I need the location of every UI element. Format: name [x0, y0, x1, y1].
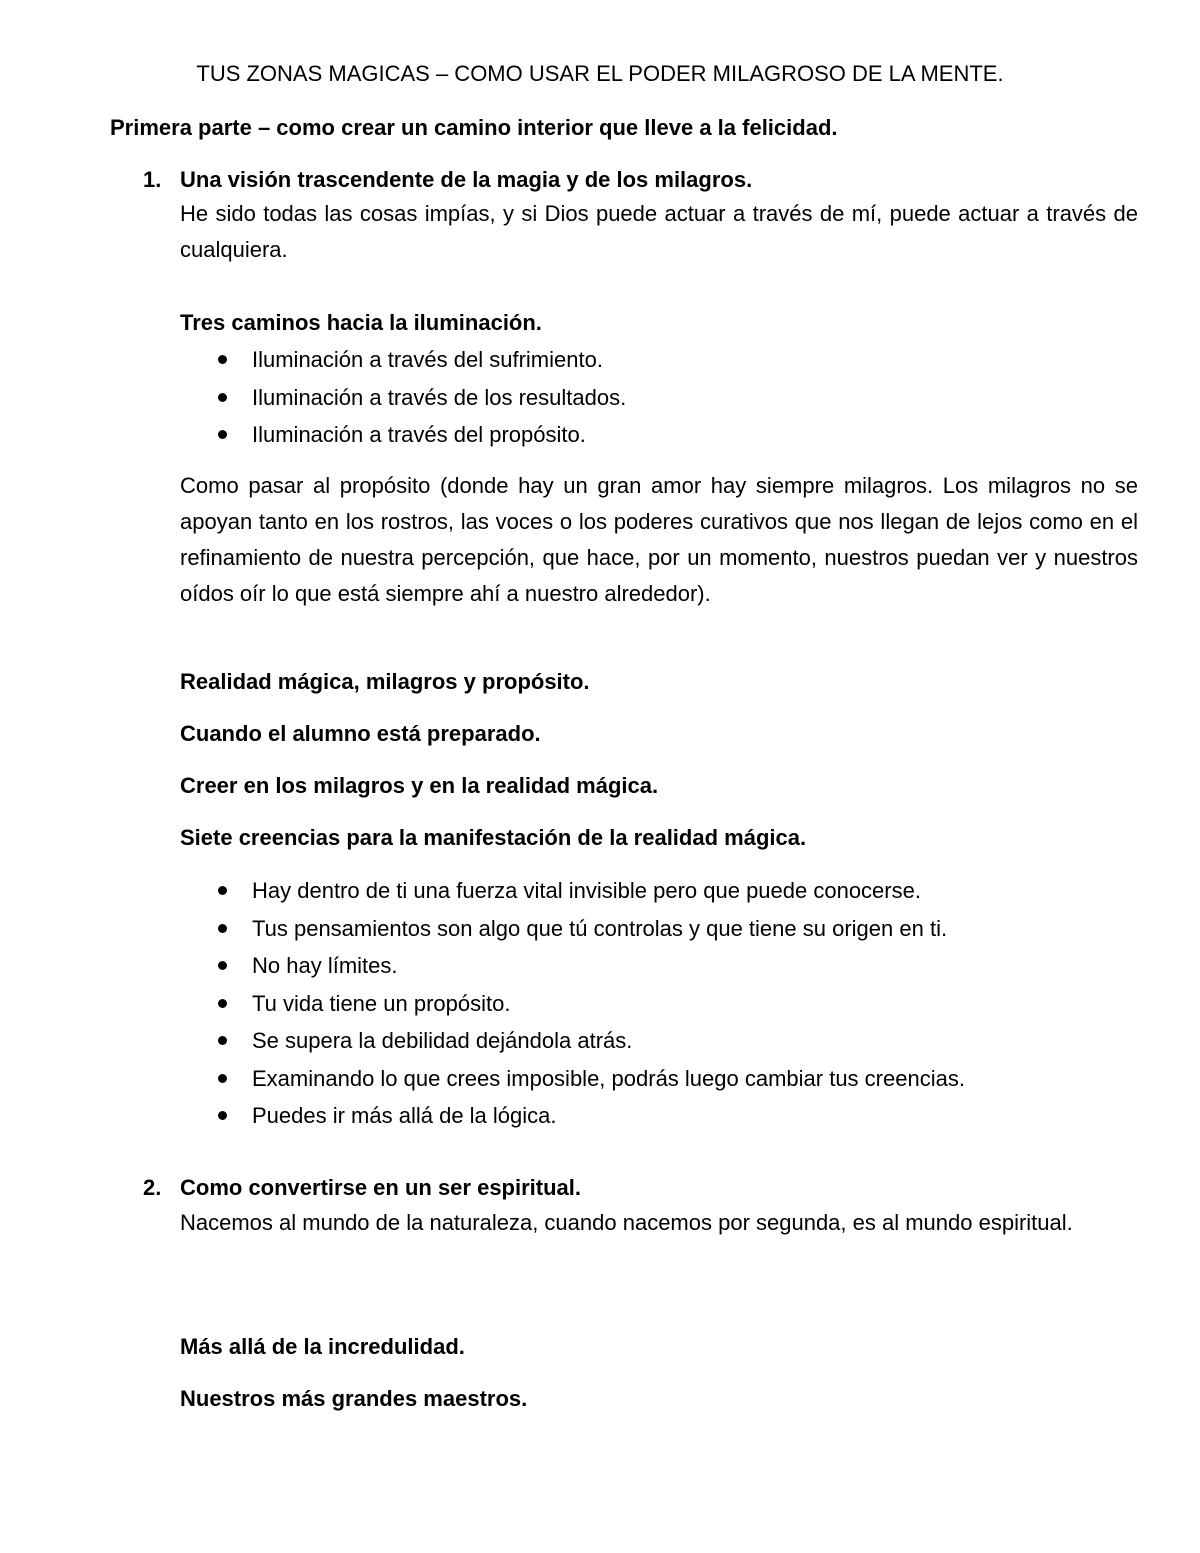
bullet-icon: [218, 1036, 227, 1045]
purpose-paragraph: Como pasar al propósito (donde hay un gran amor hay siempre milagros. Los milagros no se apoyan tanto en los rostros, las voces o los poderes curativos que nos llegan de lejos como en el refinamiento de nuestra percepción, que hace, por un momento, nuestros puedan ver y nuestros oídos oír lo que está siempre ahí a nuestro alrededor).: [180, 473, 1138, 606]
section-2-heading: Como convertirse en un ser espiritual.: [180, 1175, 582, 1200]
beliefs-list: [180, 872, 1138, 1135]
list-item: Hay dentro de ti una fuerza vital invisible pero que puede conocerse.: [180, 872, 1138, 910]
heading-alumno-preparado: Cuando el alumno está preparado.: [180, 721, 541, 746]
section-1-heading: Una visión trascendente de la magia y de los milagros.: [180, 167, 753, 192]
bullet-icon: [218, 355, 227, 364]
bullet-icon: [218, 1074, 227, 1083]
list-item: Examinando lo que crees imposible, podrás luego cambiar tus creencias.: [180, 1060, 1138, 1098]
bullet-icon: [218, 886, 227, 895]
list-item: Iluminación a través de los resultados.: [180, 379, 1138, 417]
list-item: Puedes ir más allá de la lógica.: [180, 1097, 1138, 1135]
document-subtitle: Primera parte – como crear un camino interior que lleve a la felicidad.: [110, 115, 838, 140]
section-1-number: 1.: [143, 167, 162, 192]
bullet-icon: [218, 961, 227, 970]
illumination-list: [180, 341, 1138, 454]
bullet-icon: [218, 999, 227, 1008]
list-item: No hay límites.: [180, 947, 1138, 985]
list-item: Iluminación a través del sufrimiento.: [180, 341, 1138, 379]
heading-maestros: Nuestros más grandes maestros.: [180, 1386, 528, 1411]
section-2-intro: Nacemos al mundo de la naturaleza, cuando nacemos por segunda, es al mundo espiritual.: [180, 1210, 1073, 1235]
section-1-subheading: Tres caminos hacia la iluminación.: [180, 310, 542, 335]
bullet-icon: [218, 430, 227, 439]
list-item: Tus pensamientos son algo que tú controlas y que tiene su origen en ti.: [180, 910, 1138, 948]
section-2-number: 2.: [143, 1175, 162, 1200]
section-1-intro: He sido todas las cosas impías, y si Dios puede actuar a través de mí, puede actuar a través de cualquiera.: [180, 201, 1138, 262]
heading-realidad-magica: Realidad mágica, milagros y propósito.: [180, 669, 590, 694]
bullet-icon: [218, 1111, 227, 1120]
list-item: Iluminación a través del propósito.: [180, 416, 1138, 454]
document-title: TUS ZONAS MAGICAS – COMO USAR EL PODER MILAGROSO DE LA MENTE.: [196, 61, 1004, 86]
bullet-icon: [218, 393, 227, 402]
list-item: Se supera la debilidad dejándola atrás.: [180, 1022, 1138, 1060]
heading-incredulidad: Más allá de la incredulidad.: [180, 1334, 465, 1359]
heading-creer-milagros: Creer en los milagros y en la realidad mágica.: [180, 773, 659, 798]
list-item: Tu vida tiene un propósito.: [180, 985, 1138, 1023]
bullet-icon: [218, 924, 227, 933]
heading-siete-creencias: Siete creencias para la manifestación de la realidad mágica.: [180, 825, 807, 850]
